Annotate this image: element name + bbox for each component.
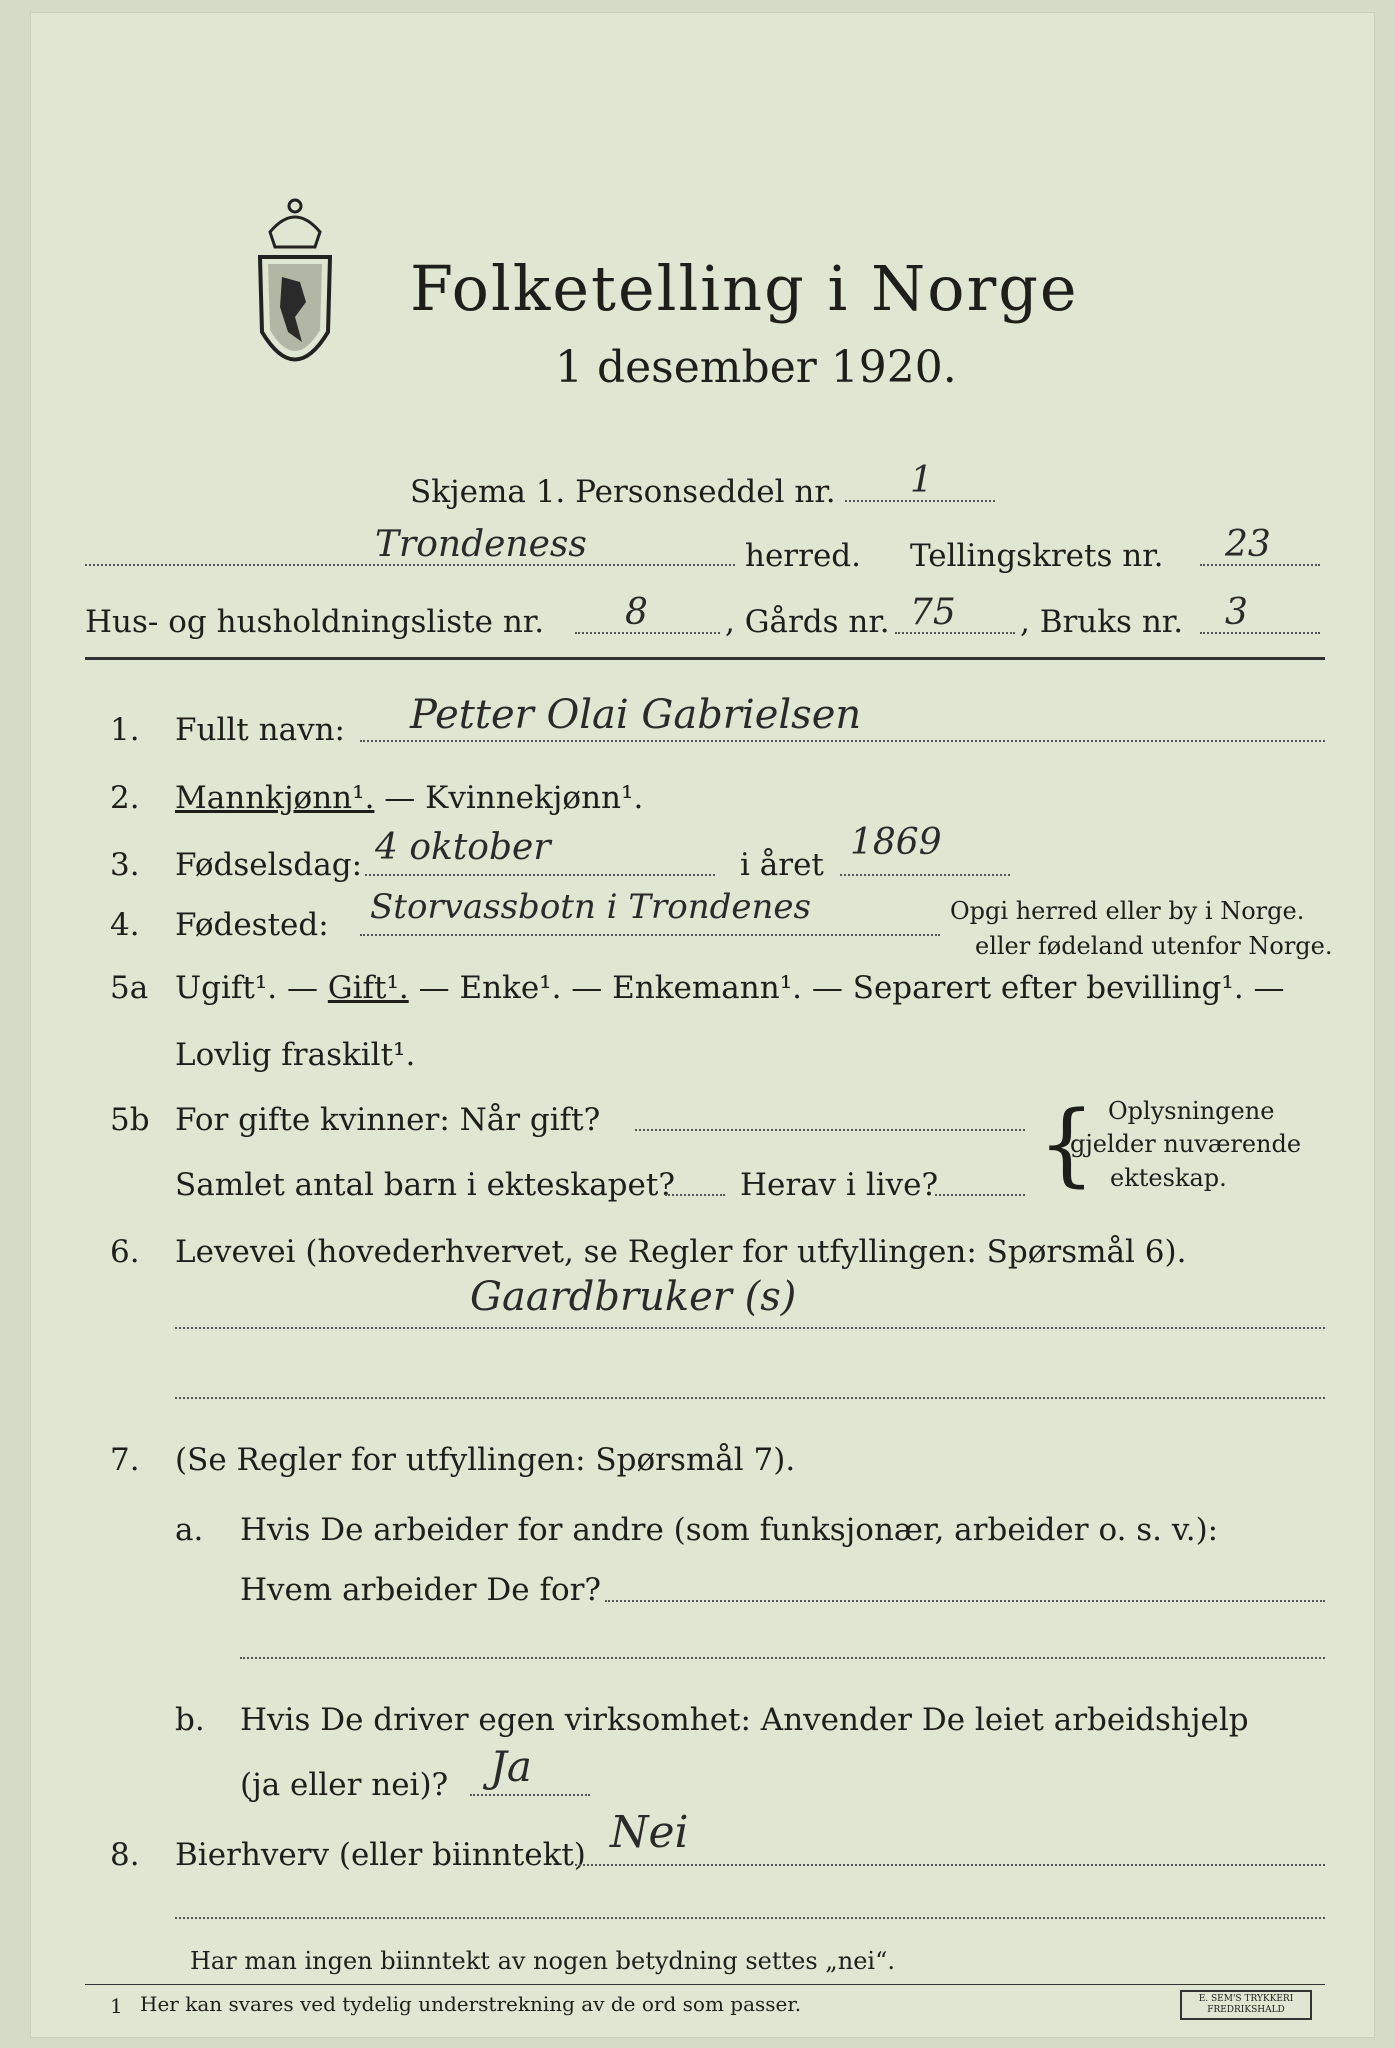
q7a-line2: Hvem arbeider De for? <box>240 1572 602 1608</box>
q5a-number: 5a <box>110 970 149 1006</box>
q1-number: 1. <box>110 712 140 748</box>
occupation-value[interactable]: Gaardbruker (s) <box>470 1274 797 1320</box>
hus-value[interactable]: 8 <box>625 592 648 633</box>
barn-field-line[interactable] <box>665 1194 725 1196</box>
header-divider <box>85 657 1325 660</box>
norway-coat-of-arms-icon <box>240 192 350 392</box>
employer-field-line-2[interactable] <box>240 1657 1325 1659</box>
birthplace-value[interactable]: Storvassbotn i Trondenes <box>370 887 811 927</box>
hired-help-value[interactable]: Ja <box>490 1742 532 1791</box>
bruks-value[interactable]: 3 <box>1225 592 1248 633</box>
marital-options <box>175 970 1285 1006</box>
q4-note-line2: eller fødeland utenfor Norge. <box>975 932 1333 960</box>
gards-label: , Gårds nr. <box>725 604 890 640</box>
male-option[interactable]: Mannkjønn¹. <box>175 780 375 816</box>
q4-number: 4. <box>110 907 140 943</box>
q7-label: (Se Regler for utfyllingen: Spørsmål 7). <box>175 1442 796 1478</box>
q3-label: Fødselsdag: <box>175 847 363 883</box>
q5b-note-line2: gjelder nuværende <box>1070 1130 1302 1158</box>
q5b-note-line1: Oplysningene <box>1108 1097 1275 1125</box>
birth-year-value[interactable]: 1869 <box>850 822 942 863</box>
bruks-label: , Bruks nr. <box>1020 604 1184 640</box>
footnote-text: Her kan svares ved tydelig understrekning av de ord som passer. <box>140 1992 802 2016</box>
printer-stamp: E. SEM'S TRYKKERI FREDRIKSHALD <box>1180 1990 1312 2020</box>
q6-number: 6. <box>110 1234 140 1270</box>
female-option[interactable]: Kvinnekjønn¹. <box>425 780 644 816</box>
q7b-line2: (ja eller nei)? <box>240 1767 449 1803</box>
tellingskrets-label: Tellingskrets nr. <box>910 538 1164 574</box>
q1-label: Fullt navn: <box>175 712 345 748</box>
q3-year-field-line <box>840 874 1010 876</box>
gift-option[interactable]: Gift¹. <box>327 970 409 1006</box>
married-date-field-line[interactable] <box>635 1129 1025 1131</box>
q8-field-line-2[interactable] <box>175 1917 1325 1919</box>
q8-number: 8. <box>110 1837 140 1873</box>
q5b-label: For gifte kvinner: Når gift? <box>175 1102 601 1138</box>
q2-options <box>175 780 643 816</box>
enkemann-option[interactable]: Enkemann¹. <box>612 970 802 1006</box>
q5b-brace-icon: { <box>1038 1092 1096 1197</box>
enke-option[interactable]: Enke¹. <box>459 970 562 1006</box>
q6-field-line-2[interactable] <box>175 1397 1325 1399</box>
q7b-line1: Hvis De driver egen virksomhet: Anvender De leiet arbeidshjelp <box>240 1702 1249 1738</box>
q4-note-line1: Opgi herred eller by i Norge. <box>950 897 1305 925</box>
q5b-number: 5b <box>110 1102 150 1138</box>
q1-field-line <box>360 740 1325 742</box>
schema-label: Skjema 1. Personseddel nr. <box>410 474 836 510</box>
personseddel-nr-value[interactable]: 1 <box>910 460 933 501</box>
census-date: 1 desember 1920. <box>555 342 957 393</box>
tellingskrets-value[interactable]: 23 <box>1225 524 1271 565</box>
hus-label: Hus- og husholdningsliste nr. <box>85 604 545 640</box>
q2-number: 2. <box>110 780 140 816</box>
q5a-dash-5: — <box>1243 970 1285 1006</box>
form-title: Folketelling i Norge <box>410 252 1079 325</box>
birthday-value[interactable]: 4 oktober <box>375 827 551 868</box>
herred-label: herred. <box>745 538 861 574</box>
ugift-option[interactable]: Ugift¹. <box>175 970 278 1006</box>
employer-field-line[interactable] <box>605 1600 1325 1602</box>
q5b-note-line3: ekteskap. <box>1110 1164 1227 1192</box>
side-income-value[interactable]: Nei <box>610 1807 689 1858</box>
q5a-dash-3: — <box>561 970 613 1006</box>
q8-label: Bierhverv (eller biinntekt) <box>175 1837 586 1873</box>
q5a-dash-2: — <box>408 970 460 1006</box>
q5a-dash-1: — <box>277 970 328 1006</box>
footer-note: Har man ingen biinntekt av nogen betydning settes „nei“. <box>190 1947 895 1975</box>
full-name-value[interactable]: Petter Olai Gabrielsen <box>410 692 862 738</box>
q6-field-line-1 <box>175 1327 1325 1329</box>
footnote-number: 1 <box>110 1994 123 2018</box>
footer-divider <box>85 1984 1325 1985</box>
bruks-field-line <box>1200 632 1320 634</box>
q4-field-line <box>360 934 940 936</box>
gards-value[interactable]: 75 <box>910 592 956 633</box>
q7a-letter: a. <box>175 1512 204 1548</box>
census-form-sheet <box>30 12 1375 2038</box>
q5a-dash-4: — <box>802 970 853 1006</box>
q3-number: 3. <box>110 847 140 883</box>
lovlig-fraskilt-option[interactable]: Lovlig fraskilt¹. <box>175 1037 416 1073</box>
q8-field-line <box>575 1864 1325 1866</box>
q7-number: 7. <box>110 1442 140 1478</box>
q4-label: Fødested: <box>175 907 329 943</box>
herred-value[interactable]: Trondeness <box>375 524 587 565</box>
q3-day-field-line <box>365 874 715 876</box>
q2-separator: — <box>374 780 426 816</box>
ilive-field-line[interactable] <box>935 1194 1025 1196</box>
q7b-field-line <box>470 1794 590 1796</box>
q6-label: Levevei (hovederhvervet, se Regler for utfyllingen: Spørsmål 6). <box>175 1234 1187 1270</box>
q7b-letter: b. <box>175 1702 205 1738</box>
ilive-label: Herav i live? <box>740 1167 939 1203</box>
year-label: i året <box>740 847 824 883</box>
q7a-line1: Hvis De arbeider for andre (som funksjonær, arbeider o. s. v.): <box>240 1512 1219 1548</box>
separert-option[interactable]: Separert efter bevilling¹. <box>852 970 1244 1006</box>
barn-label: Samlet antal barn i ekteskapet? <box>175 1167 675 1203</box>
